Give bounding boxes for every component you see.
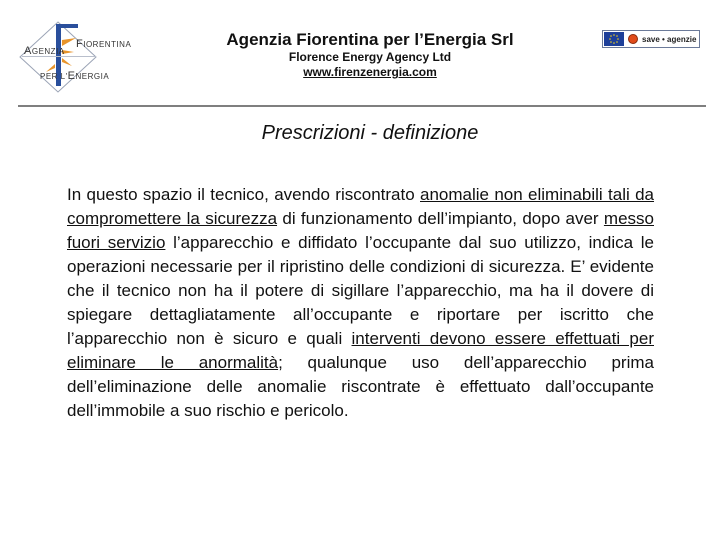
body-segment-underlined: interventi devono essere effettuati per eliminare le anormalità bbox=[67, 329, 654, 372]
slide-body bbox=[67, 183, 654, 423]
body-segment: In questo spazio il tecnico, avendo riscontrato bbox=[67, 185, 421, 204]
body-segment: l’apparecchio e diffidato l’occupante dal suo utilizzo, indica le operazioni necessarie per il ripristino delle condizioni di sicurezza. E’ evidente che il tecnico non ha il potere di sigillare l’apparecchio, ma ha il dovere di spiegare dettagliatamente all’occupante e riportare per iscritto che l’apparecchio non è sicuro e quali bbox=[67, 233, 655, 348]
body-segment: di funzionamento dell’impianto, dopo aver bbox=[277, 209, 604, 228]
logo-word-agenzia: AGENZIA bbox=[24, 45, 65, 57]
logo-word-energia: PER L'ENERGIA bbox=[40, 70, 110, 82]
agency-heading bbox=[200, 30, 540, 80]
save-mark-icon bbox=[628, 34, 638, 44]
agency-logo bbox=[18, 20, 132, 94]
body-segment-underlined: anomalie non eliminabili tali da compromettere la sicurezza bbox=[67, 185, 655, 228]
agency-english-name: Florence Energy Agency Ltd bbox=[288, 50, 452, 64]
header-divider bbox=[18, 105, 706, 107]
save-agencies-text: save • agenzie bbox=[642, 34, 697, 44]
slide-title: Prescrizioni - definizione bbox=[261, 122, 479, 144]
agency-website-link[interactable]: www.firenzenergia.com bbox=[303, 65, 437, 79]
save-agencies-logo bbox=[602, 30, 700, 48]
agency-logo-graphic bbox=[18, 20, 128, 94]
logo-word-fiorentina: FIORENTINA bbox=[76, 38, 132, 50]
eu-flag-icon bbox=[604, 32, 624, 46]
body-segment-underlined: messo fuori servizio bbox=[67, 209, 654, 252]
agency-name: Agenzia Fiorentina per l’Energia Srl bbox=[226, 30, 514, 49]
header bbox=[0, 0, 720, 110]
body-segment: ; qualunque uso dell’apparecchio prima dell’eliminazione delle anomalie riscontrate è effettuato dall’occupante dell’immobile a suo rischio e pericolo. bbox=[67, 353, 654, 420]
